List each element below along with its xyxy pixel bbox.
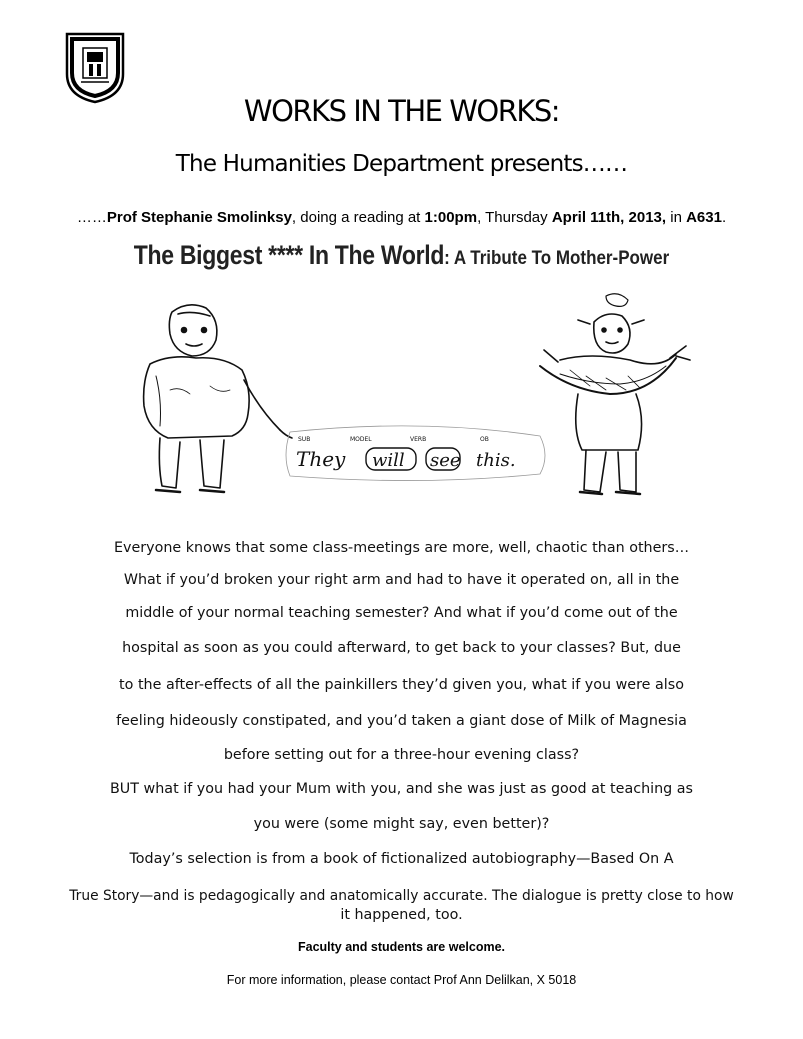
- caption-word-they: They: [296, 447, 346, 471]
- body-line: Today’s selection is from a book of fictionalized autobiography—Based On A: [129, 851, 674, 867]
- body-line: to the after-effects of all the painkillers they’d given you, what if you were also: [119, 677, 684, 693]
- college-seal-icon: [63, 30, 127, 104]
- body-line: BUT what if you had your Mum with you, and she was just as good at teaching as: [110, 781, 693, 797]
- caption-word-will: will: [372, 450, 405, 471]
- line-end: .: [721, 209, 727, 226]
- lead-dots: ……: [76, 209, 107, 226]
- event-details: [0, 209, 803, 226]
- page-title: WORKS IN THE WORKS:: [243, 94, 560, 128]
- talk-title: [0, 239, 803, 270]
- event-time: 1:00pm: [424, 209, 478, 226]
- body-line: before setting out for a three-hour evening class?: [223, 747, 580, 763]
- event-date: April 11th, 2013,: [551, 209, 667, 226]
- welcome-note: Faculty and students are welcome.: [297, 940, 505, 954]
- left-figure-sketch: [144, 305, 292, 492]
- body-line: middle of your normal teaching semester? And what if you’d come out of the: [125, 605, 678, 621]
- body-line: you were (some might say, even better)?: [253, 816, 550, 832]
- sketch-illustration: [120, 290, 700, 520]
- annotation-model: MODEL: [350, 436, 372, 443]
- annotation-verb: VERB: [410, 436, 427, 443]
- caption-word-this: this.: [476, 450, 516, 471]
- room-prefix: in: [666, 209, 687, 226]
- body-line: hospital as soon as you could afterward, to get back to your classes? But, due: [122, 640, 681, 656]
- caption-word-see: see: [430, 450, 461, 471]
- talk-title-main: The Biggest **** In The World: [133, 239, 445, 270]
- body-line: feeling hideously constipated, and you’d taken a giant dose of Milk of Magnesia: [116, 713, 687, 729]
- contact-info: For more information, please contact Prof Ann Delilkan, X 5018: [226, 973, 577, 987]
- speaker-name: Prof Stephanie Smolinksy: [106, 209, 292, 226]
- body-line: True Story—and is pedagogically and anatomically accurate. The dialogue is pretty close to how: [69, 888, 734, 904]
- body-line: What if you’d broken your right arm and had to have it operated on, all in the: [123, 572, 680, 588]
- body-line: Everyone knows that some class-meetings are more, well, chaotic than others…: [113, 540, 690, 556]
- reading-text: , doing a reading at: [291, 209, 425, 226]
- event-room: A631: [686, 209, 722, 226]
- annotation-sub: SUB: [298, 436, 311, 443]
- body-line: it happened, too.: [340, 907, 463, 923]
- day-text: , Thursday: [477, 209, 552, 226]
- annotation-ob: OB: [480, 436, 489, 443]
- talk-title-sub: : A Tribute To Mother-Power: [444, 246, 670, 269]
- right-figure-sketch: [540, 294, 690, 494]
- page-subtitle: The Humanities Department presents……: [175, 151, 628, 177]
